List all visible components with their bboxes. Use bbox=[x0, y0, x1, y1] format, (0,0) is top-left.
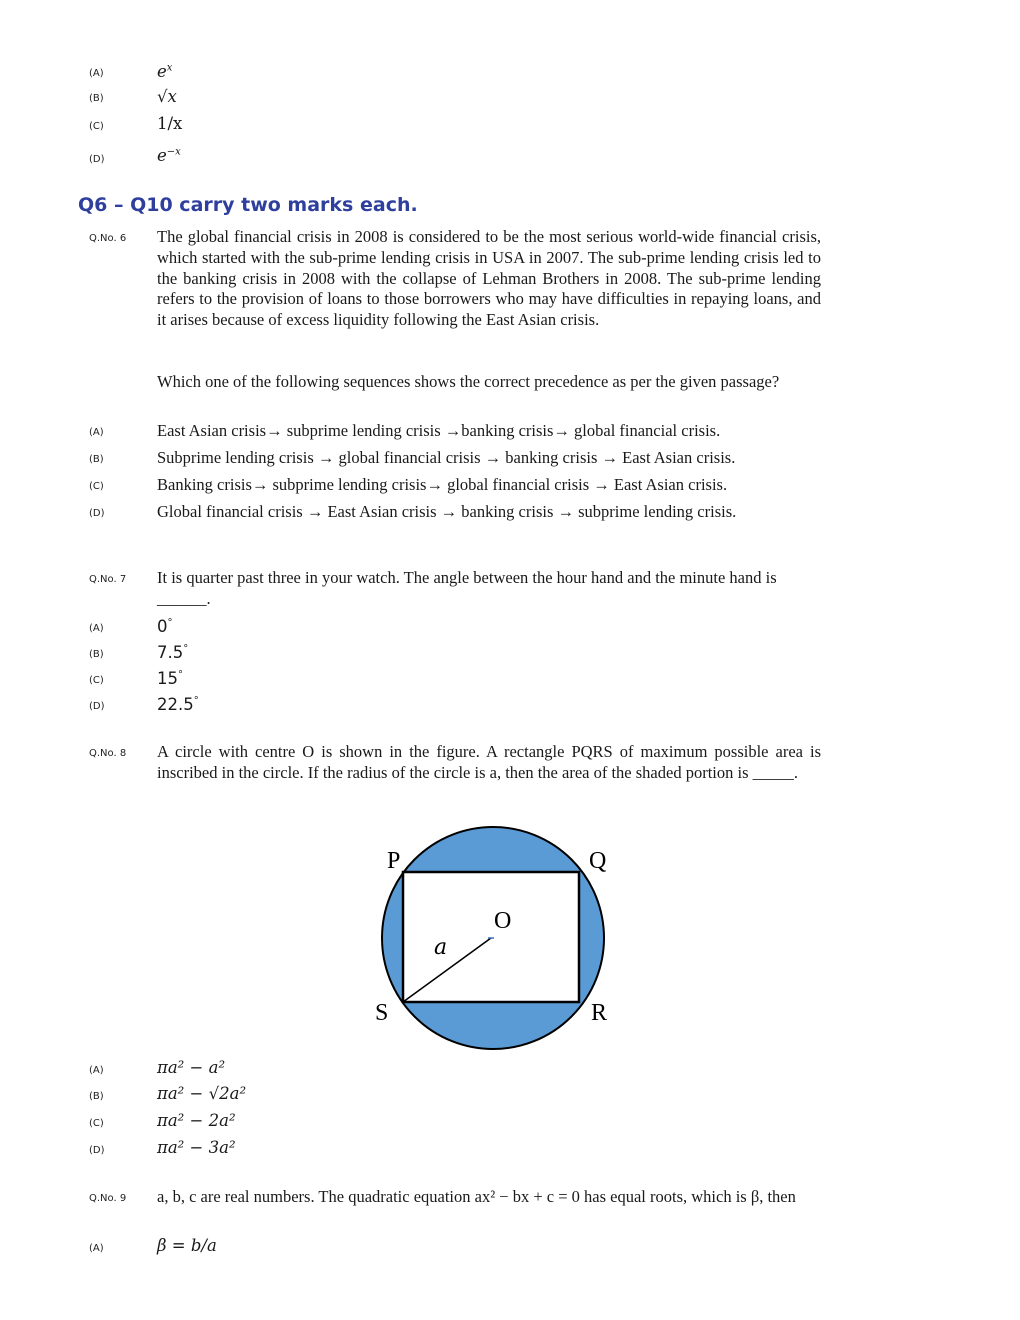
q5-option-d-base: e bbox=[157, 146, 167, 165]
q6-option-a-label: (A) bbox=[89, 427, 104, 438]
q8-option-d: πa² − 3a² bbox=[157, 1138, 236, 1157]
q5-option-a-label: (A) bbox=[89, 68, 104, 79]
q8-option-a-label: (A) bbox=[89, 1065, 104, 1076]
q7-option-d-label: (D) bbox=[89, 701, 105, 712]
q9-option-a-label: (A) bbox=[89, 1243, 104, 1254]
q7-option-b-label: (B) bbox=[89, 649, 104, 660]
q6-option-d: Global financial crisis → East Asian crisis → banking crisis → subprime lending crisis. bbox=[157, 502, 737, 521]
q5-option-a-base: e bbox=[157, 62, 167, 81]
q6-number: Q.No. 6 bbox=[89, 233, 127, 244]
q8-option-c: πa² − 2a² bbox=[157, 1111, 236, 1130]
q5-option-b-label: (B) bbox=[89, 93, 104, 104]
q7-number: Q.No. 7 bbox=[89, 574, 127, 585]
q9-question: a, b, c are real numbers. The quadratic equation ax² − bx + c = 0 has equal roots, which is β, then bbox=[157, 1187, 796, 1206]
label-o: O bbox=[494, 908, 512, 934]
q6-passage: The global financial crisis in 2008 is considered to be the most serious world-wide financial crisis, which started with the sub-prime lending crisis in USA in 2007. The sub-prime lending crisis led to the banking crisis in 2008 with the collapse of Lehman Brothers in 2008. The sub-prime lending refers to the provision of loans to those borrowers who may have difficulties in repaying loans, and it arises because of excess liquidity following the East Asian crisis. bbox=[157, 227, 821, 330]
q9-option-a: β = b/a bbox=[157, 1236, 217, 1255]
q5-option-c-label: (C) bbox=[89, 121, 104, 132]
q8-option-a: πa² − a² bbox=[157, 1058, 226, 1077]
label-s: S bbox=[375, 1000, 389, 1026]
q7-option-a-value: 0 bbox=[157, 617, 168, 636]
q7-option-c-value: 15 bbox=[157, 669, 178, 688]
q5-option-d bbox=[157, 146, 181, 165]
q8-option-b-label: (B) bbox=[89, 1091, 104, 1102]
q7-option-c bbox=[157, 669, 183, 688]
q7-option-b bbox=[157, 643, 188, 662]
q7-question: It is quarter past three in your watch. The angle between the hour hand and the minute hand is ______. bbox=[157, 568, 777, 608]
q6-option-c: Banking crisis→ subprime lending crisis→ global financial crisis → East Asian crisis. bbox=[157, 475, 728, 494]
section-heading: Q6 – Q10 carry two marks each. bbox=[78, 194, 418, 216]
q6-option-a: East Asian crisis→ subprime lending crisis →banking crisis→ global financial crisis. bbox=[157, 421, 721, 440]
q6-option-b: Subprime lending crisis → global financial crisis → banking crisis → East Asian crisis. bbox=[157, 448, 736, 467]
q6-option-d-label: (D) bbox=[89, 508, 105, 519]
label-r: R bbox=[591, 1000, 608, 1026]
q8-question: A circle with centre O is shown in the figure. A rectangle PQRS of maximum possible area is inscribed in the circle. If the radius of the circle is a, then the area of the shaded portion is _____. bbox=[157, 742, 821, 782]
q5-option-b: √x bbox=[157, 87, 177, 106]
q8-option-d-label: (D) bbox=[89, 1145, 105, 1156]
q6-question: Which one of the following sequences shows the correct precedence as per the given passage? bbox=[157, 372, 780, 391]
q7-option-b-value: 7.5 bbox=[157, 643, 184, 662]
q5-option-c: 1/x bbox=[157, 114, 183, 133]
q7-option-a-degree: ° bbox=[167, 617, 173, 629]
q7-option-c-degree: ° bbox=[178, 669, 183, 681]
q5-option-d-exp: −x bbox=[166, 146, 181, 158]
q7-option-b-degree: ° bbox=[183, 643, 189, 655]
q9-number: Q.No. 9 bbox=[89, 1193, 127, 1204]
label-p: P bbox=[387, 848, 401, 874]
q8-option-c-label: (C) bbox=[89, 1118, 104, 1129]
label-radius: a bbox=[434, 935, 448, 960]
q7-option-d-value: 22.5 bbox=[157, 695, 194, 714]
q7-option-d bbox=[157, 695, 199, 714]
q7-option-a-label: (A) bbox=[89, 623, 104, 634]
q8-number: Q.No. 8 bbox=[89, 748, 127, 759]
q7-option-d-degree: ° bbox=[193, 695, 199, 707]
q7-option-a bbox=[157, 617, 173, 636]
label-q: Q bbox=[589, 848, 607, 874]
q5-option-a bbox=[157, 62, 172, 81]
q8-option-b: πa² − √2a² bbox=[157, 1084, 247, 1103]
q5-option-a-exp: x bbox=[166, 62, 173, 74]
q7-option-c-label: (C) bbox=[89, 675, 104, 686]
q6-option-b-label: (B) bbox=[89, 454, 104, 465]
q6-option-c-label: (C) bbox=[89, 481, 104, 492]
q8-figure bbox=[360, 820, 640, 1060]
q5-option-d-label: (D) bbox=[89, 154, 105, 165]
